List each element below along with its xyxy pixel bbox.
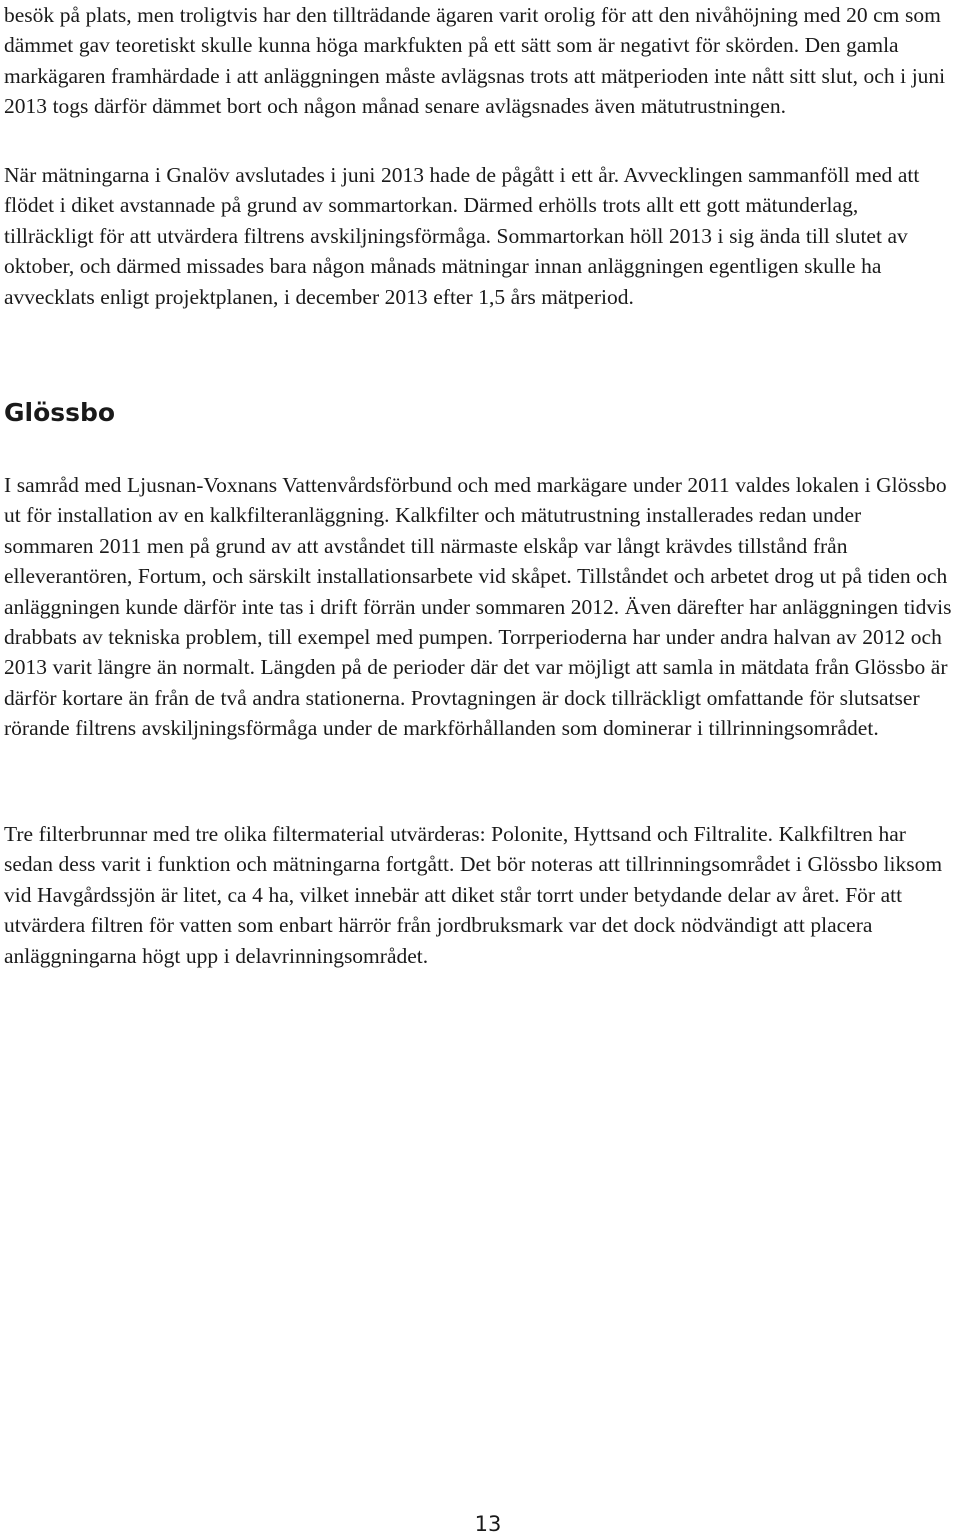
section-paragraph-1: I samråd med Ljusnan-Voxnans Vattenvårdsförbund och med markägare under 2011 valdes lokalen i Glössbo ut för installation av en kalkfilteranläggning. Kalkfilter och mätutrustning installerades redan under sommaren 2011 men på grund av att avståndet till närmaste elskåp var långt krävdes tillstånd från elleverantören, Fortum, och särskilt installationsarbete vid skåpet. Tillståndet och arbetet drog ut på tiden och anläggningen kunde därför inte tas i drift förrän under sommaren 2012. Även därefter har anläggningen tidvis drabbats av tekniska problem, till exempel med pumpen. Torrperioderna har under andra halvan av 2012 och 2013 varit längre än normalt. Längden på de perioder där det var möjligt att samla in mätdata från Glössbo är därför kortare än från de två andra stationerna. Provtagningen är dock tillräckligt omfattande för slutsatser rörande filtrens avskiljningsförmåga under de markförhållanden som dominerar i tillrinningsområdet. — [4, 473, 952, 741]
body-paragraph-2: När mätningarna i Gnalöv avslutades i juni 2013 hade de pågått i ett år. Avvecklingen sammanföll med att flödet i diket avstannade på grund av sommartorkan. Därmed erhölls trots allt ett gott mätunderlag, tillräckligt för att utvärdera filtrens avskiljningsförmåga. Sommartorkan höll 2013 i sig ända till slutet av oktober, och därmed missades bara någon månads mätningar innan anläggningen egentligen skulle ha avvecklats enligt projektplanen, i december 2013 efter 1,5 års mätperiod. — [4, 163, 920, 309]
body-paragraph-1: besök på plats, men troligtvis har den tillträdande ägaren varit orolig för att den nivåhöjning med 20 cm som dämmet gav teoretiskt skulle kunna höga markfukten på ett sätt som är negativt för skörden. Den gamla markägaren framhärdade i att anläggningen måste avlägsnas trots att mätperioden inte nått sitt slut, och i juni 2013 togs därför dämmet bort och någon månad senare avlägsnades även mätutrustningen. — [4, 3, 946, 119]
section-paragraph-2: Tre filterbrunnar med tre olika filtermaterial utvärderas: Polonite, Hyttsand och Filtralite. Kalkfiltren har sedan dess varit i funktion och mätningarna fortgått. Det bör noteras att tillrinningsområdet i Glössbo liksom vid Havgårdssjön är litet, ca 4 ha, vilket innebär att diket står torrt under betydande delar av året. För att utvärdera filtren för vatten som enbart härrör från jordbruksmark var det dock nödvändigt att placera anläggningarna högt upp i delavrinningsområdet. — [4, 822, 943, 968]
page-number: 13 — [474, 1512, 502, 1536]
section-heading: Glössbo — [4, 398, 116, 427]
